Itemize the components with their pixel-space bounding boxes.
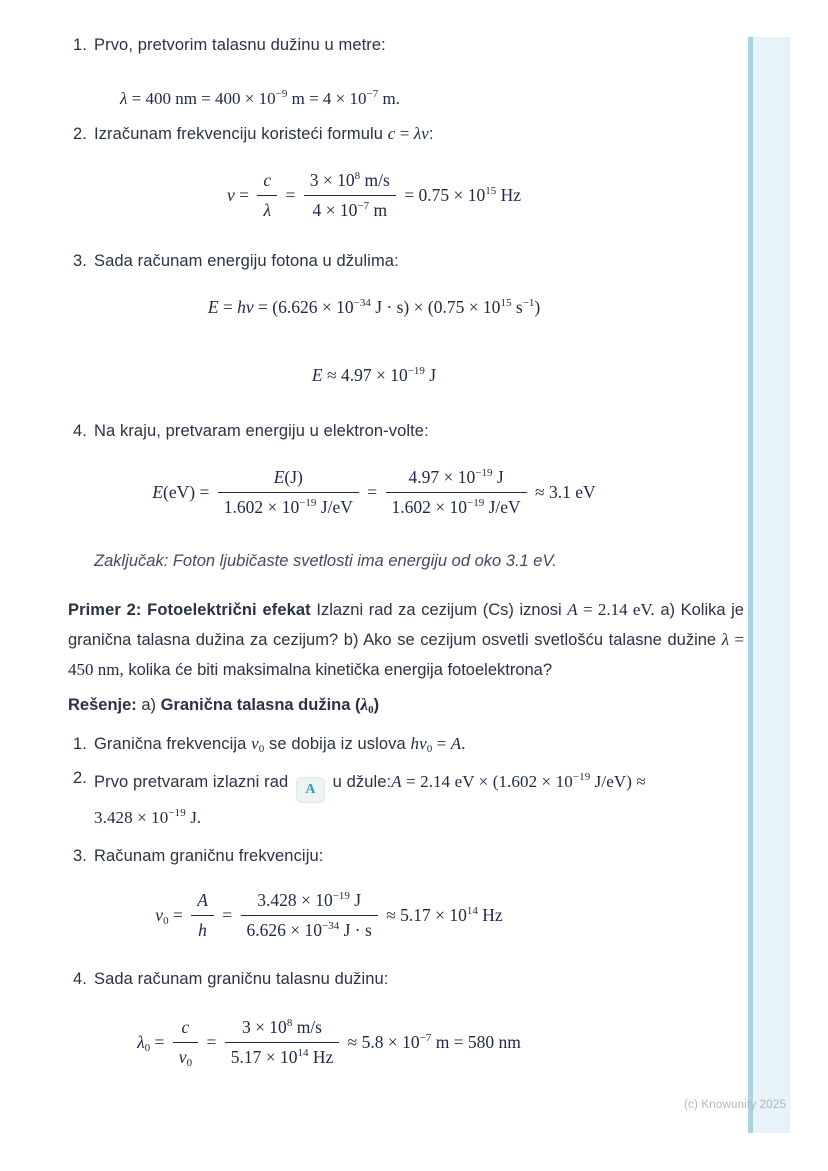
solution-heading xyxy=(68,693,744,717)
text-segment: Izračunam frekvenciju koristeći formulu xyxy=(94,125,388,143)
formula-energy-joules: $E \approx 4.97 \times 10^{-19}$ J xyxy=(311,365,437,385)
document-content xyxy=(68,34,744,1069)
math-expression: = xyxy=(362,482,382,502)
fraction xyxy=(173,1016,198,1069)
text-segment: Izlazni rad za cezijum (Cs) iznosi xyxy=(310,601,568,619)
list-item-compute-threshold-frequency xyxy=(68,845,744,867)
heading-bold-segment: Granična talasna dužina ( xyxy=(160,696,361,714)
fraction xyxy=(225,1016,340,1069)
list-item-number: 1. xyxy=(73,735,87,753)
text-segment: a) Kolika je granična talasna dužina za cezijum? b) Ako se cezijum osvetli svetlošću talasne dužine xyxy=(68,601,744,649)
problem-2-statement xyxy=(68,595,744,685)
text-segment: Granična frekvencija xyxy=(94,735,252,753)
fraction-numerator: $3.428 \times 10^{-19}$ J xyxy=(241,889,378,916)
math-expression: E(eV) = xyxy=(152,482,214,502)
list-item-text: Prvo, pretvorim talasnu dužinu u metre: xyxy=(94,36,386,54)
math-expression: λ = 400 nm = $400 \times 10^{-9}$ $m = 4 \times 10^{-7}$ m. xyxy=(120,88,400,108)
math-expression: $\lambda_0$ xyxy=(360,695,374,716)
conclusion-text: Zaključak: Foton ljubičaste svetlosti ima energiju od oko 3.1 eV. xyxy=(94,552,557,570)
heading-part-label: a) xyxy=(136,696,161,714)
list-item-text xyxy=(94,733,744,755)
formula-energy-product: E = hv = ($6.626 \times 10^{-34}$ $J \cdot s) \times (0.75 \times 10^{15}$ $s^{-1}$) xyxy=(207,297,541,317)
math-expression: A = 2.14 eV × ($1.602 \times 10^{-19}$ $J/eV) \approx 3.428 \times 10^{-19}$ J. xyxy=(94,771,646,827)
work-function-reference-chip[interactable]: A xyxy=(296,777,325,803)
fraction xyxy=(257,169,277,222)
formula-frequency xyxy=(94,169,654,222)
fraction-numerator: c xyxy=(173,1016,198,1043)
list-item-text: Računam graničnu frekvenciju: xyxy=(94,846,324,865)
fraction xyxy=(191,889,214,942)
fraction-denominator: $1.602 \times 10^{-19}$ J/eV xyxy=(223,497,353,517)
fraction-denominator: $6.626 \times 10^{-34}$ J · s xyxy=(246,919,372,940)
list-item-number: 2. xyxy=(73,769,87,787)
copyright-text: (c) Knowunity 2025 xyxy=(684,1099,787,1111)
list-item-number: 4. xyxy=(73,969,87,988)
heading-bold-segment: Rešenje: xyxy=(68,696,137,714)
math-expression: $hv_0 = A$. xyxy=(410,734,466,755)
list-item-photon-energy xyxy=(68,250,744,272)
fraction-numerator: c xyxy=(257,169,277,196)
list-item-number: 4. xyxy=(73,422,87,440)
formula-threshold-wavelength xyxy=(94,1016,564,1069)
fraction-denominator: h xyxy=(198,919,207,940)
fraction-numerator: E(J) xyxy=(218,466,359,493)
text-segment: : xyxy=(428,125,434,143)
list-item-convert-ev xyxy=(68,420,744,442)
list-item-compute-threshold-wavelength xyxy=(68,968,744,990)
fraction xyxy=(241,889,378,942)
math-expression: λ = 450 nm, xyxy=(68,630,744,679)
fraction-numerator: $4.97 \times 10^{-19}$ J xyxy=(386,466,527,493)
math-expression: ≈ $5.17 \times 10^{14}$ Hz xyxy=(381,904,503,925)
fraction-numerator: $3 \times 10^8$ m/s xyxy=(304,169,396,196)
math-expression: ≈ 3.1 eV xyxy=(530,482,596,502)
list-item-compute-frequency xyxy=(68,123,744,145)
formula-threshold-frequency xyxy=(94,889,564,942)
fraction-denominator: $v_0$ xyxy=(178,1046,193,1069)
list-item-work-function-conversion xyxy=(68,767,744,833)
list-item-convert-wavelength xyxy=(68,34,744,56)
decorative-accent-bar xyxy=(748,37,790,1133)
fraction-denominator: $1.602 \times 10^{-19}$ J/eV xyxy=(391,497,521,517)
list-item-text: Na kraju, pretvaram energiju u elektron-volte: xyxy=(94,422,429,440)
list-item-text xyxy=(94,767,650,833)
list-item-threshold-frequency-condition xyxy=(68,733,744,755)
math-expression: $v_0$ xyxy=(251,734,265,755)
fraction-denominator: λ xyxy=(263,200,272,220)
text-segment: Prvo pretvaram izlazni rad xyxy=(94,773,293,791)
math-expression: = xyxy=(217,904,237,925)
fraction-numerator: A xyxy=(191,889,214,916)
math-expression: = $0.75 \times 10^{15}$ Hz xyxy=(399,185,521,205)
math-expression: $\lambda_0$ = xyxy=(137,1031,169,1054)
list-item-number: 3. xyxy=(73,252,87,270)
math-expression: ≈ $5.8 \times 10^{-7}$ m = 580 nm xyxy=(343,1031,521,1052)
fraction-numerator: $3 \times 10^8$ m/s xyxy=(225,1016,340,1043)
list-item-text xyxy=(94,123,744,145)
math-expression: $v_0$ = xyxy=(155,904,188,927)
math-expression: = xyxy=(202,1031,221,1052)
heading-bold-segment: ) xyxy=(373,696,380,714)
list-item-number: 1. xyxy=(73,36,87,54)
fraction xyxy=(218,466,359,519)
text-segment: kolika će biti maksimalna kinetička energija fotoelektrona? xyxy=(123,661,553,679)
fraction-denominator: $5.17 \times 10^{14}$ Hz xyxy=(230,1046,334,1067)
problem-2-title: Primer 2: Fotoelektrični efekat xyxy=(68,601,311,619)
fraction xyxy=(386,466,527,519)
fraction xyxy=(304,169,396,222)
math-expression: v = xyxy=(226,185,254,205)
list-item-text: Sada računam graničnu talasnu dužinu: xyxy=(94,969,389,988)
formula-energy-ev xyxy=(94,466,654,519)
fraction-denominator: $4 \times 10^{-7}$ m xyxy=(312,200,388,220)
math-expression: A = 2.14 eV. xyxy=(567,600,655,619)
math-expression: = xyxy=(281,185,300,205)
text-segment: u džule: xyxy=(327,773,392,791)
math-expression: c = λv xyxy=(387,124,429,143)
list-item-number: 2. xyxy=(73,125,87,143)
formula-wavelength-conversion xyxy=(94,86,744,111)
list-item-number: 3. xyxy=(73,846,87,865)
list-item-text: Sada računam energiju fotona u džulima: xyxy=(94,252,399,270)
text-segment: se dobija iz uslova xyxy=(264,735,411,753)
